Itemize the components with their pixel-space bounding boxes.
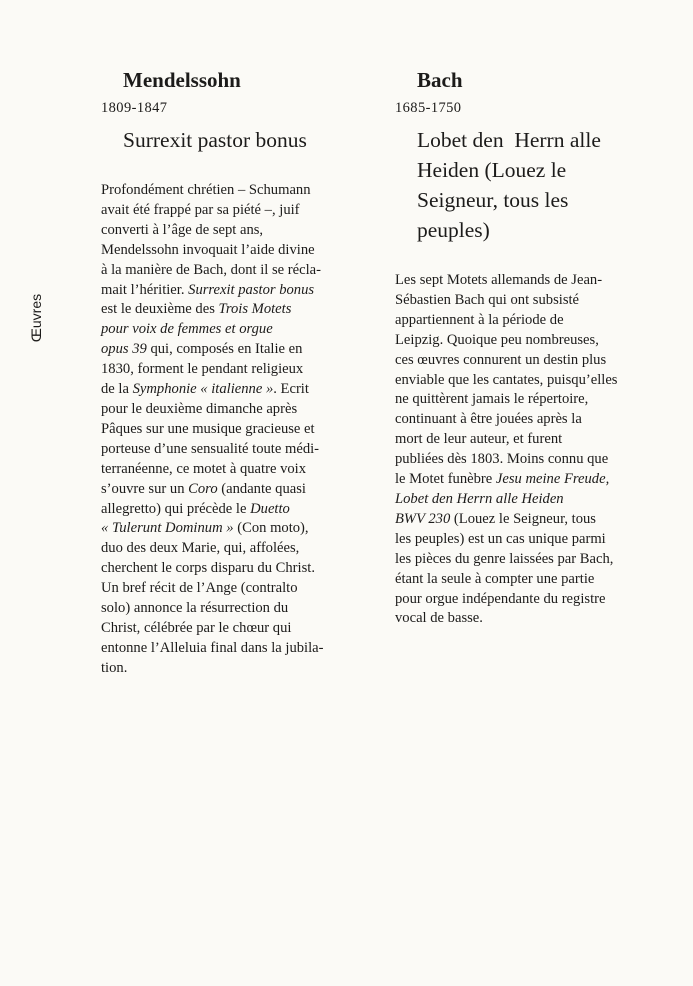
right-body-line [395, 351, 617, 371]
right-body-text: enviable que les cantates, puisqu’elles [395, 371, 618, 388]
right-body-text: continuant à être jouées après la [395, 411, 582, 428]
left-body-line [101, 300, 323, 320]
right-composer-dates: 1685-1750 [395, 100, 462, 116]
right-body-text: appartiennent à la période de [395, 311, 564, 328]
left-body-line [101, 221, 323, 241]
right-body-line [395, 609, 617, 629]
right-work-title-line: Lobet den Herrn alle [417, 128, 601, 152]
left-body-italic-text: Surrexit pastor bonus [188, 281, 315, 298]
left-body-text: Mendelssohn invoquait l’aide divine [101, 241, 315, 258]
left-body-text: 1830, forment le pendant religieux [101, 361, 304, 378]
left-body-italic-text: Duetto [250, 500, 290, 517]
right-body-line [395, 470, 617, 490]
left-body-line [101, 241, 323, 261]
right-body-line [395, 590, 617, 610]
left-body-text: pour le deuxième dimanche après [101, 400, 298, 417]
right-body-text: Sébastien Bach qui ont subsisté [395, 291, 580, 308]
left-body-line [101, 619, 323, 639]
left-body-text: de la [101, 381, 133, 398]
right-body-text: les peuples) est un cas unique parmi [395, 530, 606, 547]
right-body-text: le Motet funèbre [395, 471, 496, 488]
left-body-text: duo des deux Marie, qui, affolées, [101, 540, 300, 557]
right-body-line [395, 311, 617, 331]
right-body-line [395, 570, 617, 590]
left-body-line [101, 559, 323, 579]
left-body-line [101, 480, 323, 500]
right-body-text: (Louez le Seigneur, tous [450, 510, 596, 527]
left-body-text: Un bref récit de l’Ange (contralto [101, 580, 298, 597]
left-body-text: porteuse d’une sensualité toute médi- [101, 440, 320, 457]
right-work-title-line: peuples) [417, 218, 490, 242]
left-body-italic-text: Trois Motets [218, 301, 292, 318]
left-body-text: est le deuxième des [101, 301, 219, 318]
left-body-text: tion. [101, 659, 128, 676]
left-body-text: . Ecrit [273, 381, 309, 398]
right-body-italic-text: Lobet den Herrn alle Heiden [395, 490, 564, 507]
right-body-italic-text: Jesu meine Freude, [495, 471, 610, 488]
right-body-line [395, 530, 617, 550]
right-body-text: Les sept Motets allemands de Jean- [395, 272, 603, 288]
left-body-text: Christ, célébrée par le chœur qui [101, 619, 292, 636]
right-body-text: Leipzig. Quoique peu nombreuses, [395, 331, 599, 348]
right-body-text [395, 271, 617, 629]
section-side-label: Œuvres [28, 293, 45, 343]
left-body-line [101, 261, 323, 281]
left-body-text: à la manière de Bach, dont il se récla- [101, 261, 322, 278]
right-body-line [395, 291, 617, 311]
left-body-italic-text: opus 39 [101, 341, 147, 358]
left-body-line [101, 460, 323, 480]
right-body-italic-text: BWV 230 [395, 510, 451, 527]
right-body-text: ne quittèrent jamais le répertoire, [395, 391, 589, 408]
left-body-text: entonne l’Alleluia final dans la jubila- [101, 639, 324, 656]
right-work-title-line: Heiden (Louez le [417, 158, 567, 182]
right-body-text: mort de leur auteur, et furent [395, 431, 563, 448]
left-body-line [101, 519, 323, 539]
left-body-line [101, 579, 323, 599]
right-body-text: étant la seule à compter une partie [395, 570, 595, 587]
left-body-text: solo) annonce la résurrection du [101, 600, 289, 617]
left-body-text: converti à l’âge de sept ans, [101, 221, 264, 238]
right-body-line [395, 271, 617, 291]
left-body-line [101, 539, 323, 559]
left-body-text: Pâques sur une musique gracieuse et [101, 420, 315, 437]
left-body-text: (andante quasi [217, 480, 306, 497]
left-composer-name: Mendelssohn [123, 68, 241, 92]
left-body-line [101, 400, 323, 420]
left-body-italic-text: Coro [188, 480, 218, 497]
left-body-line [101, 340, 323, 360]
right-body-text: publiées dès 1803. Moins connu que [395, 451, 609, 468]
left-body-text: (Con moto), [233, 520, 309, 537]
right-composer-name: Bach [417, 68, 463, 92]
right-body-text: ces œuvres connurent un destin plus [395, 351, 607, 368]
left-body-line [101, 659, 323, 679]
right-body-line [395, 390, 617, 410]
left-body-text: terranéenne, ce motet à quatre voix [101, 460, 307, 477]
left-body-line [101, 440, 323, 460]
left-body-line [101, 320, 323, 340]
left-body-text: s’ouvre sur un [101, 480, 189, 497]
left-body-line [101, 201, 323, 221]
left-body-text: Profondément chrétien – Schumann [101, 182, 311, 198]
left-body-line [101, 281, 323, 301]
right-body-text: pour orgue indépendante du registre [395, 590, 606, 607]
left-body-line [101, 420, 323, 440]
right-body-line [395, 550, 617, 570]
left-body-line [101, 181, 323, 201]
left-body-text: qui, composés en Italie en [146, 341, 303, 358]
right-body-line [395, 410, 617, 430]
left-work-title: Surrexit pastor bonus [123, 128, 307, 152]
left-body-italic-text: pour voix de femmes et orgue [101, 321, 273, 338]
left-composer-dates: 1809-1847 [101, 100, 168, 116]
left-body-text [101, 181, 323, 679]
right-work-title-line: Seigneur, tous les [417, 188, 569, 212]
left-body-line [101, 360, 323, 380]
left-body-line [101, 500, 323, 520]
left-body-line [101, 639, 323, 659]
left-body-line [101, 380, 323, 400]
right-body-line [395, 371, 617, 391]
right-work-title [417, 125, 601, 245]
left-body-line [101, 599, 323, 619]
right-body-line [395, 331, 617, 351]
left-body-text: cherchent le corps disparu du Christ. [101, 560, 315, 577]
right-body-text: vocal de basse. [395, 610, 483, 627]
right-body-line [395, 430, 617, 450]
left-body-italic-text: Symphonie « italienne » [132, 381, 274, 398]
left-body-italic-text: « Tulerunt Dominum » [101, 520, 234, 537]
right-body-line [395, 490, 617, 510]
right-body-line [395, 510, 617, 530]
left-body-text: allegretto) qui précède le [101, 500, 251, 517]
left-body-text: mait l’héritier. [101, 281, 189, 298]
right-body-line [395, 450, 617, 470]
right-body-text: les pièces du genre laissées par Bach, [395, 550, 614, 567]
left-body-text: avait été frappé par sa piété –, juif [101, 201, 300, 218]
